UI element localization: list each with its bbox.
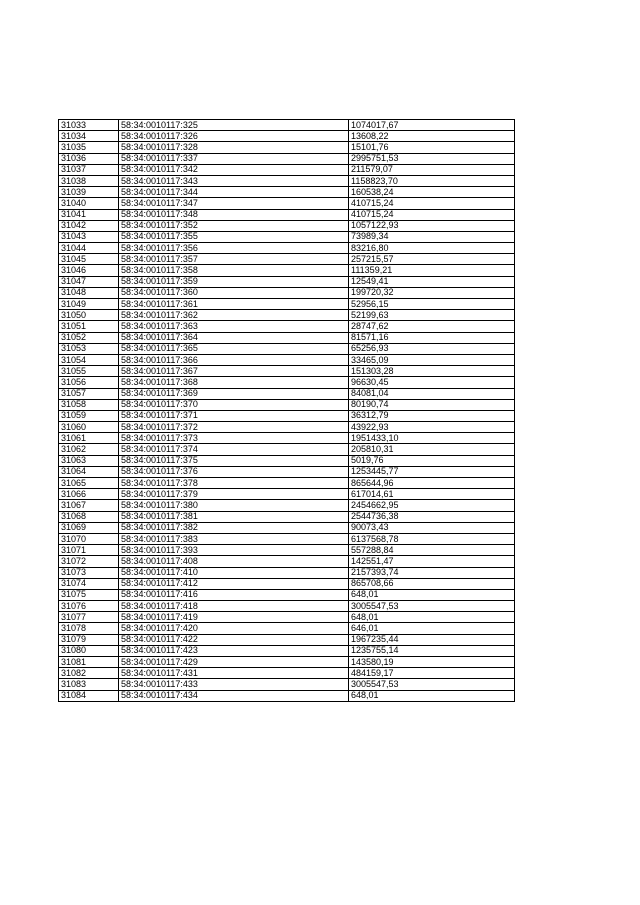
value-cell: 557288,84 [349, 545, 515, 556]
value-cell: 648,01 [349, 589, 515, 600]
table-row [59, 332, 515, 343]
row-number-cell: 31071 [59, 545, 119, 556]
table-row [59, 131, 515, 142]
value-cell: 142551,47 [349, 556, 515, 567]
row-number-cell: 31036 [59, 153, 119, 164]
cadastral-number-cell: 58:34:0010117:356 [119, 243, 349, 254]
value-cell: 111359,21 [349, 265, 515, 276]
value-cell: 484159,17 [349, 668, 515, 679]
table-row [59, 142, 515, 153]
table-row [59, 422, 515, 433]
table-row [59, 433, 515, 444]
value-cell: 52199,63 [349, 310, 515, 321]
cadastral-number-cell: 58:34:0010117:337 [119, 153, 349, 164]
table-row [59, 690, 515, 701]
value-cell: 2995751,53 [349, 153, 515, 164]
table-row [59, 645, 515, 656]
row-number-cell: 31081 [59, 657, 119, 668]
cadastral-number-cell: 58:34:0010117:372 [119, 422, 349, 433]
cadastral-number-cell: 58:34:0010117:362 [119, 310, 349, 321]
table-row [59, 410, 515, 421]
cadastral-number-cell: 58:34:0010117:344 [119, 187, 349, 198]
cadastral-number-cell: 58:34:0010117:328 [119, 142, 349, 153]
value-cell: 865644,96 [349, 478, 515, 489]
row-number-cell: 31038 [59, 175, 119, 186]
value-cell: 13608,22 [349, 131, 515, 142]
row-number-cell: 31064 [59, 466, 119, 477]
value-cell: 28747,62 [349, 321, 515, 332]
row-number-cell: 31080 [59, 645, 119, 656]
cadastral-number-cell: 58:34:0010117:373 [119, 433, 349, 444]
cadastral-number-cell: 58:34:0010117:422 [119, 634, 349, 645]
table-row [59, 343, 515, 354]
table-row [59, 567, 515, 578]
row-number-cell: 31044 [59, 243, 119, 254]
value-cell: 160538,24 [349, 187, 515, 198]
table-row [59, 299, 515, 310]
row-number-cell: 31055 [59, 366, 119, 377]
row-number-cell: 31045 [59, 254, 119, 265]
table-row [59, 500, 515, 511]
table-row [59, 444, 515, 455]
value-cell: 1158823,70 [349, 175, 515, 186]
row-number-cell: 31034 [59, 131, 119, 142]
row-number-cell: 31083 [59, 679, 119, 690]
row-number-cell: 31076 [59, 601, 119, 612]
row-number-cell: 31072 [59, 556, 119, 567]
value-cell: 865708,66 [349, 578, 515, 589]
table-row [59, 220, 515, 231]
cadastral-number-cell: 58:34:0010117:358 [119, 265, 349, 276]
value-cell: 3005547,53 [349, 679, 515, 690]
table-row [59, 187, 515, 198]
table-row [59, 164, 515, 175]
value-cell: 12549,41 [349, 276, 515, 287]
value-cell: 96630,45 [349, 377, 515, 388]
row-number-cell: 31075 [59, 589, 119, 600]
row-number-cell: 31040 [59, 198, 119, 209]
table-row [59, 354, 515, 365]
value-cell: 1951433,10 [349, 433, 515, 444]
value-cell: 6137568,78 [349, 533, 515, 544]
cadastral-number-cell: 58:34:0010117:348 [119, 209, 349, 220]
row-number-cell: 31039 [59, 187, 119, 198]
row-number-cell: 31049 [59, 299, 119, 310]
data-table [58, 119, 515, 702]
cadastral-number-cell: 58:34:0010117:326 [119, 131, 349, 142]
value-cell: 5019,76 [349, 455, 515, 466]
row-number-cell: 31048 [59, 287, 119, 298]
row-number-cell: 31052 [59, 332, 119, 343]
table-row [59, 198, 515, 209]
cadastral-number-cell: 58:34:0010117:412 [119, 578, 349, 589]
table-row [59, 634, 515, 645]
value-cell: 617014,61 [349, 489, 515, 500]
value-cell: 1057122,93 [349, 220, 515, 231]
table-row [59, 533, 515, 544]
cadastral-number-cell: 58:34:0010117:325 [119, 120, 349, 131]
cadastral-number-cell: 58:34:0010117:393 [119, 545, 349, 556]
table-row [59, 366, 515, 377]
row-number-cell: 31084 [59, 690, 119, 701]
table-row [59, 265, 515, 276]
row-number-cell: 31042 [59, 220, 119, 231]
cadastral-number-cell: 58:34:0010117:367 [119, 366, 349, 377]
cadastral-number-cell: 58:34:0010117:364 [119, 332, 349, 343]
row-number-cell: 31070 [59, 533, 119, 544]
value-cell: 1235755,14 [349, 645, 515, 656]
cadastral-number-cell: 58:34:0010117:370 [119, 399, 349, 410]
table-row [59, 657, 515, 668]
row-number-cell: 31056 [59, 377, 119, 388]
cadastral-number-cell: 58:34:0010117:410 [119, 567, 349, 578]
row-number-cell: 31060 [59, 422, 119, 433]
value-cell: 648,01 [349, 612, 515, 623]
row-number-cell: 31082 [59, 668, 119, 679]
value-cell: 73989,34 [349, 231, 515, 242]
row-number-cell: 31043 [59, 231, 119, 242]
value-cell: 646,01 [349, 623, 515, 634]
row-number-cell: 31054 [59, 354, 119, 365]
table-row [59, 623, 515, 634]
value-cell: 143580,19 [349, 657, 515, 668]
table-row [59, 589, 515, 600]
row-number-cell: 31066 [59, 489, 119, 500]
cadastral-number-cell: 58:34:0010117:433 [119, 679, 349, 690]
row-number-cell: 31069 [59, 522, 119, 533]
table-row [59, 175, 515, 186]
row-number-cell: 31033 [59, 120, 119, 131]
cadastral-number-cell: 58:34:0010117:342 [119, 164, 349, 175]
value-cell: 90073,43 [349, 522, 515, 533]
cadastral-number-cell: 58:34:0010117:418 [119, 601, 349, 612]
table-row [59, 321, 515, 332]
value-cell: 1074017,67 [349, 120, 515, 131]
cadastral-number-cell: 58:34:0010117:343 [119, 175, 349, 186]
table-row [59, 455, 515, 466]
value-cell: 2544736,38 [349, 511, 515, 522]
value-cell: 36312,79 [349, 410, 515, 421]
row-number-cell: 31078 [59, 623, 119, 634]
row-number-cell: 31067 [59, 500, 119, 511]
cadastral-number-cell: 58:34:0010117:434 [119, 690, 349, 701]
table-row [59, 231, 515, 242]
value-cell: 81571,16 [349, 332, 515, 343]
row-number-cell: 31041 [59, 209, 119, 220]
cadastral-number-cell: 58:34:0010117:408 [119, 556, 349, 567]
row-number-cell: 31062 [59, 444, 119, 455]
table-row [59, 522, 515, 533]
value-cell: 211579,07 [349, 164, 515, 175]
value-cell: 2157393,74 [349, 567, 515, 578]
row-number-cell: 31074 [59, 578, 119, 589]
table-row [59, 153, 515, 164]
table-row [59, 578, 515, 589]
cadastral-number-cell: 58:34:0010117:374 [119, 444, 349, 455]
table-row [59, 466, 515, 477]
value-cell: 52956,15 [349, 299, 515, 310]
value-cell: 410715,24 [349, 198, 515, 209]
cadastral-number-cell: 58:34:0010117:368 [119, 377, 349, 388]
table-row [59, 679, 515, 690]
row-number-cell: 31063 [59, 455, 119, 466]
value-cell: 410715,24 [349, 209, 515, 220]
table-row [59, 668, 515, 679]
value-cell: 80190,74 [349, 399, 515, 410]
value-cell: 151303,28 [349, 366, 515, 377]
value-cell: 199720,32 [349, 287, 515, 298]
value-cell: 205810,31 [349, 444, 515, 455]
row-number-cell: 31046 [59, 265, 119, 276]
cadastral-number-cell: 58:34:0010117:355 [119, 231, 349, 242]
row-number-cell: 31053 [59, 343, 119, 354]
row-number-cell: 31047 [59, 276, 119, 287]
value-cell: 33465,09 [349, 354, 515, 365]
table-row [59, 511, 515, 522]
cadastral-number-cell: 58:34:0010117:361 [119, 299, 349, 310]
table-row [59, 556, 515, 567]
value-cell: 2454662,95 [349, 500, 515, 511]
table-row [59, 601, 515, 612]
value-cell: 83216,80 [349, 243, 515, 254]
value-cell: 257215,57 [349, 254, 515, 265]
cadastral-number-cell: 58:34:0010117:371 [119, 410, 349, 421]
table-row [59, 388, 515, 399]
cadastral-number-cell: 58:34:0010117:347 [119, 198, 349, 209]
table-row [59, 545, 515, 556]
cadastral-number-cell: 58:34:0010117:359 [119, 276, 349, 287]
table-row [59, 377, 515, 388]
cadastral-number-cell: 58:34:0010117:382 [119, 522, 349, 533]
row-number-cell: 31057 [59, 388, 119, 399]
cadastral-number-cell: 58:34:0010117:378 [119, 478, 349, 489]
table-row [59, 489, 515, 500]
table-row [59, 243, 515, 254]
table-row [59, 612, 515, 623]
cadastral-number-cell: 58:34:0010117:379 [119, 489, 349, 500]
table-row [59, 310, 515, 321]
cadastral-number-cell: 58:34:0010117:431 [119, 668, 349, 679]
value-cell: 43922,93 [349, 422, 515, 433]
table-row [59, 287, 515, 298]
cadastral-number-cell: 58:34:0010117:363 [119, 321, 349, 332]
cadastral-number-cell: 58:34:0010117:381 [119, 511, 349, 522]
cadastral-number-cell: 58:34:0010117:429 [119, 657, 349, 668]
table-body [59, 120, 515, 702]
row-number-cell: 31035 [59, 142, 119, 153]
row-number-cell: 31061 [59, 433, 119, 444]
row-number-cell: 31051 [59, 321, 119, 332]
row-number-cell: 31058 [59, 399, 119, 410]
cadastral-number-cell: 58:34:0010117:380 [119, 500, 349, 511]
cadastral-number-cell: 58:34:0010117:383 [119, 533, 349, 544]
cadastral-number-cell: 58:34:0010117:357 [119, 254, 349, 265]
value-cell: 15101,76 [349, 142, 515, 153]
cadastral-number-cell: 58:34:0010117:416 [119, 589, 349, 600]
row-number-cell: 31068 [59, 511, 119, 522]
cadastral-number-cell: 58:34:0010117:419 [119, 612, 349, 623]
cadastral-number-cell: 58:34:0010117:420 [119, 623, 349, 634]
row-number-cell: 31037 [59, 164, 119, 175]
table-row [59, 254, 515, 265]
table-row [59, 478, 515, 489]
cadastral-number-cell: 58:34:0010117:376 [119, 466, 349, 477]
row-number-cell: 31073 [59, 567, 119, 578]
cadastral-number-cell: 58:34:0010117:365 [119, 343, 349, 354]
row-number-cell: 31065 [59, 478, 119, 489]
row-number-cell: 31059 [59, 410, 119, 421]
row-number-cell: 31077 [59, 612, 119, 623]
value-cell: 1253445,77 [349, 466, 515, 477]
row-number-cell: 31050 [59, 310, 119, 321]
cadastral-number-cell: 58:34:0010117:360 [119, 287, 349, 298]
table-row [59, 120, 515, 131]
table-row [59, 209, 515, 220]
value-cell: 84081,04 [349, 388, 515, 399]
value-cell: 1967235,44 [349, 634, 515, 645]
table-row [59, 399, 515, 410]
cadastral-number-cell: 58:34:0010117:366 [119, 354, 349, 365]
cadastral-number-cell: 58:34:0010117:369 [119, 388, 349, 399]
cadastral-number-cell: 58:34:0010117:423 [119, 645, 349, 656]
cadastral-number-cell: 58:34:0010117:375 [119, 455, 349, 466]
row-number-cell: 31079 [59, 634, 119, 645]
value-cell: 65256,93 [349, 343, 515, 354]
cadastral-number-cell: 58:34:0010117:352 [119, 220, 349, 231]
value-cell: 648,01 [349, 690, 515, 701]
value-cell: 3005547,53 [349, 601, 515, 612]
table-row [59, 276, 515, 287]
